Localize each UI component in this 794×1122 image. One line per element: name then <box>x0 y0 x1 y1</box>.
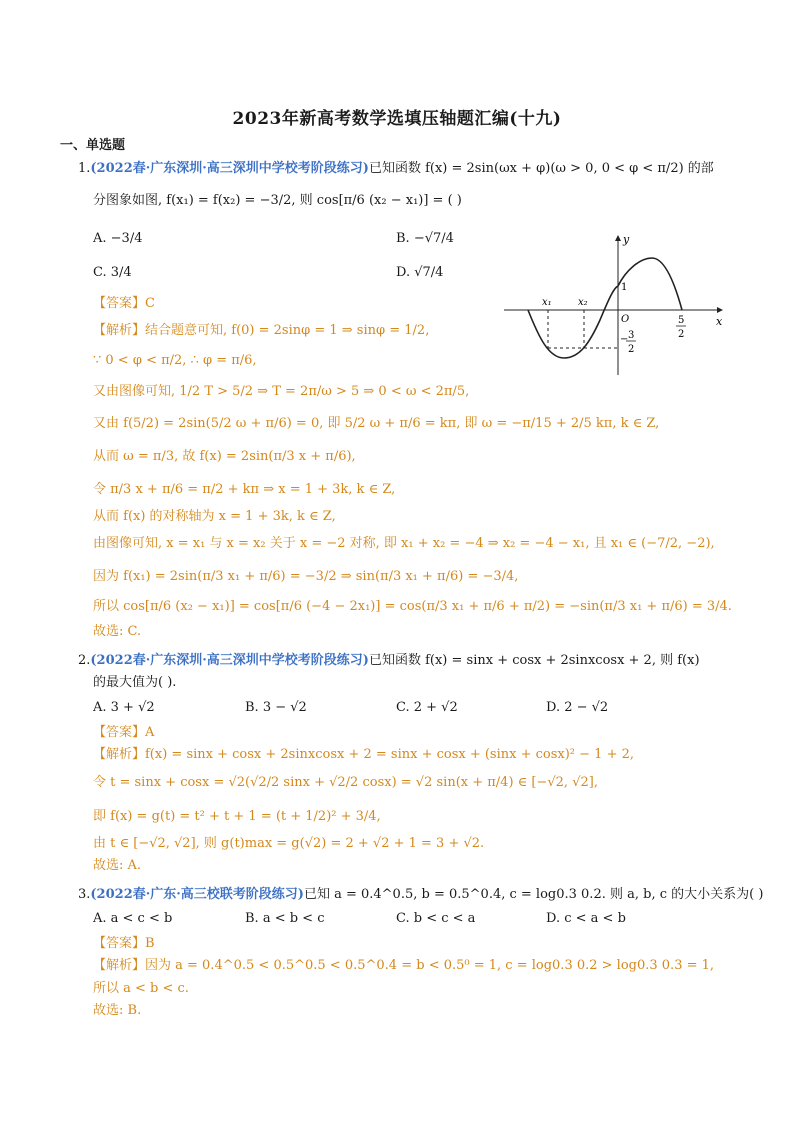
q3-option-a: A. a < c < b <box>93 911 173 926</box>
q2-solution-line: 故选: A. <box>93 858 142 873</box>
x-axis-label: x <box>716 315 723 328</box>
tick-3-denominator: 2 <box>628 344 635 355</box>
tick-3-numerator: 3 <box>628 330 635 341</box>
section-heading: 一、单选题 <box>60 138 126 153</box>
question-stem: 已知 a = 0.4^0.5, b = 0.5^0.4, c = log0.3 0.2. 则 a, b, c 的大小关系为( ) <box>303 887 764 902</box>
q3-solution-line: 所以 a < b < c. <box>93 981 189 996</box>
q2-solution-line: 即 f(x) = g(t) = t² + t + 1 = (t + 1/2)² + 3/4, <box>93 809 381 824</box>
q1-solution-line: 故选: C. <box>93 624 142 639</box>
q1-option-c: C. 3/4 <box>93 265 132 280</box>
q1-solution-line: 【解析】结合题意可知, f(0) = 2sinφ = 1 ⇒ sinφ = 1/2, <box>93 323 430 338</box>
q1-solution-line: 又由 f(5/2) = 2sin(5/2 ω + π/6) = 0, 即 5/2 ω + π/6 = kπ, 即 ω = −π/15 + 2/5 kπ, k ∈ Z, <box>93 416 660 431</box>
q3-answer: 【答案】B <box>93 936 155 951</box>
q1-option-b: B. −√7/4 <box>396 231 454 246</box>
question-number: 2. <box>78 653 91 668</box>
question-3-line-1 <box>78 886 763 904</box>
q1-answer: 【答案】C <box>93 296 155 311</box>
q3-solution-line: 故选: B. <box>93 1003 142 1018</box>
question-2-line-1 <box>78 652 700 670</box>
q1-solution-line: ∵ 0 < φ < π/2, ∴ φ = π/6, <box>93 353 257 368</box>
q2-answer: 【答案】A <box>93 725 155 740</box>
q3-option-d: D. c < a < b <box>546 911 626 926</box>
question-number: 3. <box>78 887 91 902</box>
y-axis-label: y <box>623 233 630 246</box>
q1-solution-line: 又由图像可知, 1/2 T > 5/2 ⇒ T = 2π/ω > 5 ⇒ 0 < ω < 2π/5, <box>93 384 470 399</box>
q1-solution-line: 从而 f(x) 的对称轴为 x = 1 + 3k, k ∈ Z, <box>93 509 336 524</box>
neg-sign: − <box>620 334 629 345</box>
tick-one: 1 <box>621 282 628 293</box>
question-stem: 已知函数 f(x) = sinx + cosx + 2sinxcosx + 2, 则 f(x) <box>368 653 700 668</box>
q2-option-a: A. 3 + √2 <box>93 700 155 715</box>
q1-solution-line: 因为 f(x₁) = 2sin(π/3 x₁ + π/6) = −3/2 ⇒ sin(π/3 x₁ + π/6) = −3/4, <box>93 569 519 584</box>
sine-graph <box>504 230 726 378</box>
q1-solution-line: 由图像可知, x = x₁ 与 x = x₂ 关于 x = −2 对称, 即 x₁ + x₂ = −4 ⇒ x₂ = −4 − x₁, 且 x₁ ∈ (−7/2, −2), <box>93 536 715 551</box>
q2-solution-line: 令 t = sinx + cosx = √2(√2/2 sinx + √2/2 cosx) = √2 sin(x + π/4) ∈ [−√2, √2], <box>93 775 598 790</box>
question-1-line-2: 分图象如图, f(x₁) = f(x₂) = −3/2, 则 cos[π/6 (x₂ − x₁)] = ( ) <box>93 193 462 208</box>
q2-solution-line: 【解析】f(x) = sinx + cosx + 2sinxcosx + 2 = sinx + cosx + (sinx + cosx)² − 1 + 2, <box>93 747 635 762</box>
q1-option-d: D. √7/4 <box>396 265 444 280</box>
q2-option-d: D. 2 − √2 <box>546 700 609 715</box>
tick-5-denominator: 2 <box>678 329 685 340</box>
page-title: 2023年新高考数学选填压轴题汇编(十九) <box>232 109 562 129</box>
q1-solution-line: 所以 cos[π/6 (x₂ − x₁)] = cos[π/6 (−4 − 2x₁)] = cos(π/3 x₁ + π/6 + π/2) = −sin(π/3 x₁ + π/6) = 3/4. <box>93 599 732 614</box>
x2-label: x₂ <box>578 297 588 308</box>
question-2-line-2: 的最大值为( ). <box>93 675 177 690</box>
question-number: 1. <box>78 161 91 176</box>
question-stem: 已知函数 f(x) = 2sin(ωx + φ)(ω > 0, 0 < φ < π/2) 的部 <box>368 161 714 176</box>
origin-label: O <box>621 314 630 325</box>
q3-solution-line: 【解析】因为 a = 0.4^0.5 < 0.5^0.5 < 0.5^0.4 = b < 0.5⁰ = 1, c = log0.3 0.2 > log0.3 0.3 = 1, <box>93 958 715 973</box>
question-source: (2022春·广东深圳·高三深圳中学校考阶段练习) <box>90 653 369 668</box>
q1-solution-line: 从而 ω = π/3, 故 f(x) = 2sin(π/3 x + π/6), <box>93 449 356 464</box>
q1-option-a: A. −3/4 <box>93 231 143 246</box>
question-source: (2022春·广东深圳·高三深圳中学校考阶段练习) <box>90 161 369 176</box>
q1-solution-line: 令 π/3 x + π/6 = π/2 + kπ ⇒ x = 1 + 3k, k ∈ Z, <box>93 482 396 497</box>
sine-curve <box>528 258 685 358</box>
x1-label: x₁ <box>542 297 552 308</box>
q3-option-c: C. b < c < a <box>396 911 476 926</box>
tick-5-numerator: 5 <box>678 315 685 326</box>
q2-solution-line: 由 t ∈ [−√2, √2], 则 g(t)max = g(√2) = 2 + √2 + 1 = 3 + √2. <box>93 836 485 851</box>
q2-option-c: C. 2 + √2 <box>396 700 458 715</box>
q3-option-b: B. a < b < c <box>245 911 325 926</box>
question-source: (2022春·广东·高三校联考阶段练习) <box>90 887 304 902</box>
q2-option-b: B. 3 − √2 <box>245 700 307 715</box>
question-1-line-1 <box>78 160 714 178</box>
